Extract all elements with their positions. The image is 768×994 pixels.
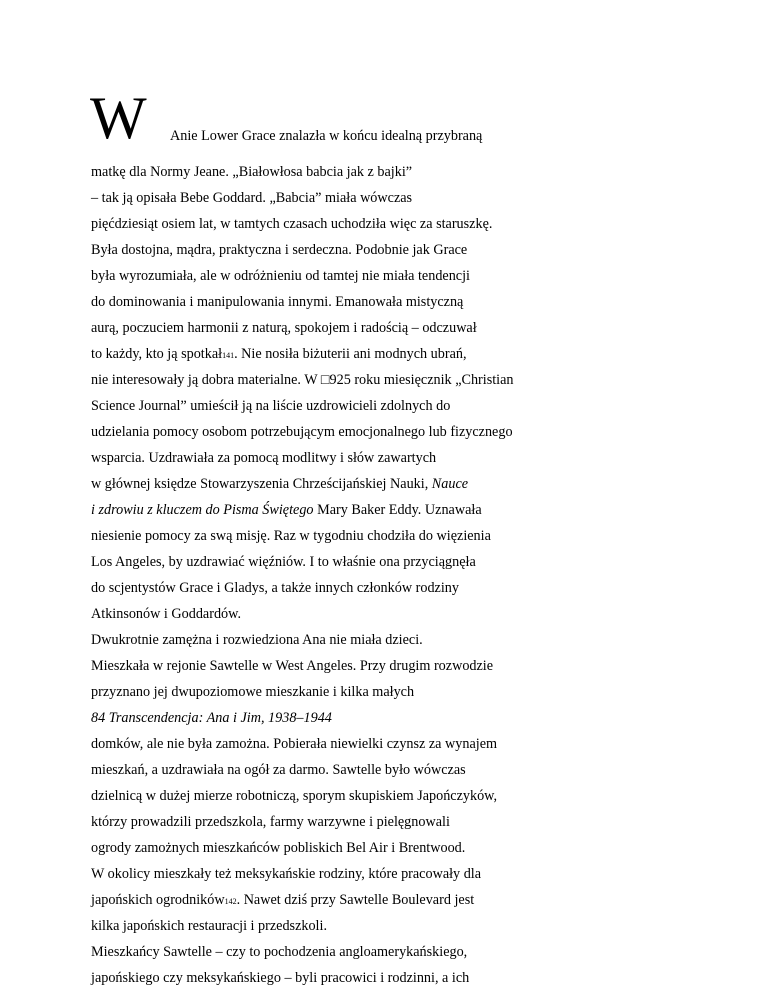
text-segment: . Nawet dziś przy Sawtelle Boulevard jest: [236, 892, 475, 908]
text-line: Mieszkała w rejonie Sawtelle w West Angeles. Przy drugim rozwodzie: [91, 658, 494, 674]
text-line: niesienie pomocy za swą misję. Raz w tygodniu chodziła do więzienia: [91, 528, 491, 544]
text-segment: Mary Baker Eddy. Uznawała: [313, 502, 482, 518]
book-title-italic: i zdrowiu z kluczem do Pisma Świętego: [91, 502, 314, 518]
text-line: Atkinsonów i Goddardów.: [91, 606, 242, 622]
text-line: [91, 891, 474, 911]
text-line: [91, 475, 468, 493]
text-line: Mieszkańcy Sawtelle – czy to pochodzenia angloamerykańskiego,: [91, 944, 468, 960]
book-title-italic: Nauce: [431, 476, 469, 492]
text-line: nie interesowały ją dobra materialne. W □925 roku miesięcznik „Christian: [91, 372, 514, 388]
text-line: domków, ale nie była zamożna. Pobierała niewielki czynsz za wynajem: [91, 736, 498, 752]
text-line: [91, 345, 467, 365]
text-line: wsparcia. Uzdrawiała za pomocą modlitwy i słów zawartych: [91, 450, 437, 466]
text-line: W okolicy mieszkały też meksykańskie rodziny, które pracowały dla: [91, 866, 482, 882]
text-line: do scjentystów Grace i Gladys, a także innych członków rodziny: [91, 580, 459, 596]
text-line: – tak ją opisała Bebe Goddard. „Babcia” miała wówczas: [91, 190, 413, 206]
text-line: aurą, poczuciem harmonii z naturą, spokojem i radością – odczuwał: [91, 320, 477, 336]
footnote-marker: 142: [224, 897, 237, 906]
text-line: Science Journal” umieścił ją na liście uzdrowicieli zdolnych do: [91, 398, 451, 414]
text-line: matkę dla Normy Jeane. „Białowłosa babcia jak z bajki”: [91, 164, 413, 180]
footnote-marker: 141: [222, 351, 235, 360]
text-line: mieszkań, a uzdrawiała na ogół za darmo. Sawtelle było wówczas: [91, 762, 466, 778]
text-line: [91, 501, 482, 519]
text-line: kilka japońskich restauracji i przedszkoli.: [91, 918, 327, 934]
text-line: Anie Lower Grace znalazła w końcu idealną przybraną: [170, 128, 483, 144]
text-line: przyznano jej dwupoziomowe mieszkanie i kilka małych: [91, 684, 415, 700]
text-line: ogrody zamożnych mieszkańców pobliskich Bel Air i Brentwood.: [91, 840, 466, 856]
text-line: dzielnicą w dużej mierze robotniczą, sporym skupiskiem Japończyków,: [91, 788, 498, 804]
text-line: Los Angeles, by uzdrawiać więźniów. I to właśnie ona przyciągnęła: [91, 554, 476, 570]
running-header: 84 Transcendencja: Ana i Jim, 1938–1944: [91, 710, 332, 726]
text-line: którzy prowadzili przedszkola, farmy warzywne i pielęgnowali: [91, 814, 450, 830]
drop-cap-letter: W: [90, 85, 147, 151]
text-segment: japońskich ogrodników: [91, 892, 225, 908]
text-line: Była dostojna, mądra, praktyczna i serdeczna. Podobnie jak Grace: [91, 242, 468, 258]
text-line: Dwukrotnie zamężna i rozwiedziona Ana nie miała dzieci.: [91, 632, 423, 648]
text-segment: . Nie nosiła biżuterii ani modnych ubrań,: [234, 346, 467, 362]
text-line: japońskiego czy meksykańskiego – byli pracowici i rodzinni, a ich: [91, 970, 470, 986]
text-line: udzielania pomocy osobom potrzebującym emocjonalnego lub fizycznego: [91, 424, 513, 440]
text-segment: w głównej księdze Stowarzyszenia Chrześcijańskiej Nauki,: [91, 476, 432, 492]
text-line: pięćdziesiąt osiem lat, w tamtych czasach uchodziła więc za staruszkę.: [91, 216, 493, 232]
text-line: do dominowania i manipulowania innymi. Emanowała mistyczną: [91, 294, 464, 310]
text-segment: to każdy, kto ją spotkał: [91, 346, 223, 362]
text-line: była wyrozumiała, ale w odróżnieniu od tamtej nie miała tendencji: [91, 268, 470, 284]
